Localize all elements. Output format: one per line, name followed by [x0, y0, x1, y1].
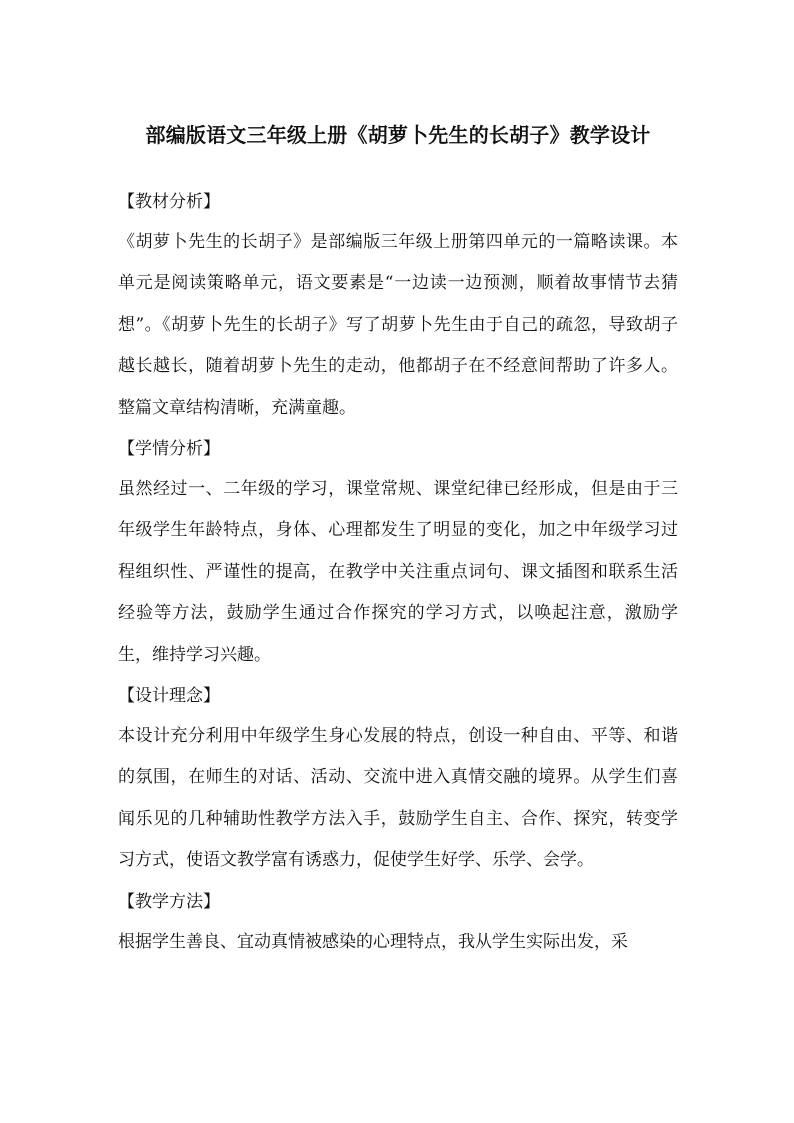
- section-text-teaching-method: 根据学生善良、宜动真情被感染的心理特点，我从学生实际出发，采: [118, 931, 628, 952]
- section-heading-teaching-method: 【教学方法】: [118, 891, 220, 912]
- section-heading-design-concept: 【设计理念】: [118, 686, 220, 707]
- section-text-design-concept: 本设计充分利用中年级学生身心发展的特点，创设一种自由、平等、和谐的氛围，在师生的对话、活动、交流中进入真情交融的境界。从学生们喜闻乐见的几种辅助性教学方法入手，鼓励学生自主、合作、探究，转变学习方式，使语文教学富有诱惑力，促使学生好学、乐学、会学。: [118, 726, 678, 871]
- page-title: 部编版语文三年级上册《胡萝卜先生的长胡子》教学设计: [145, 123, 651, 147]
- section-heading-learner-analysis: 【学情分析】: [118, 439, 220, 460]
- section-heading-textbook-analysis: 【教材分析】: [118, 192, 220, 212]
- section-text-learner-analysis: 虽然经过一、二年级的学习，课堂常规、课堂纪律已经形成，但是由于三年级学生年龄特点，身体、心理都发生了明显的变化，加之中年级学习过程组织性、严谨性的提高，在教学中关注重点词句、课文插图和联系生活经验等方法，鼓励学生通过合作探究的学习方式，以唤起注意，激励学生，维持学习兴趣。: [118, 479, 678, 665]
- document-body: [118, 182, 678, 963]
- section-text-textbook-analysis: 《胡萝卜先生的长胡子》是部编版三年级上册第四单元的一篇略读课。本单元是阅读策略单元，语文要素是“一边读一边预测，顺着故事情节去猜想”。《胡萝卜先生的长胡子》写了胡萝卜先生由于自己的疏忽，导致胡子越长越长，随着胡萝卜先生的走动，他都胡子在不经意间帮助了许多人。整篇文章结构清晰，充满童趣。: [118, 232, 678, 418]
